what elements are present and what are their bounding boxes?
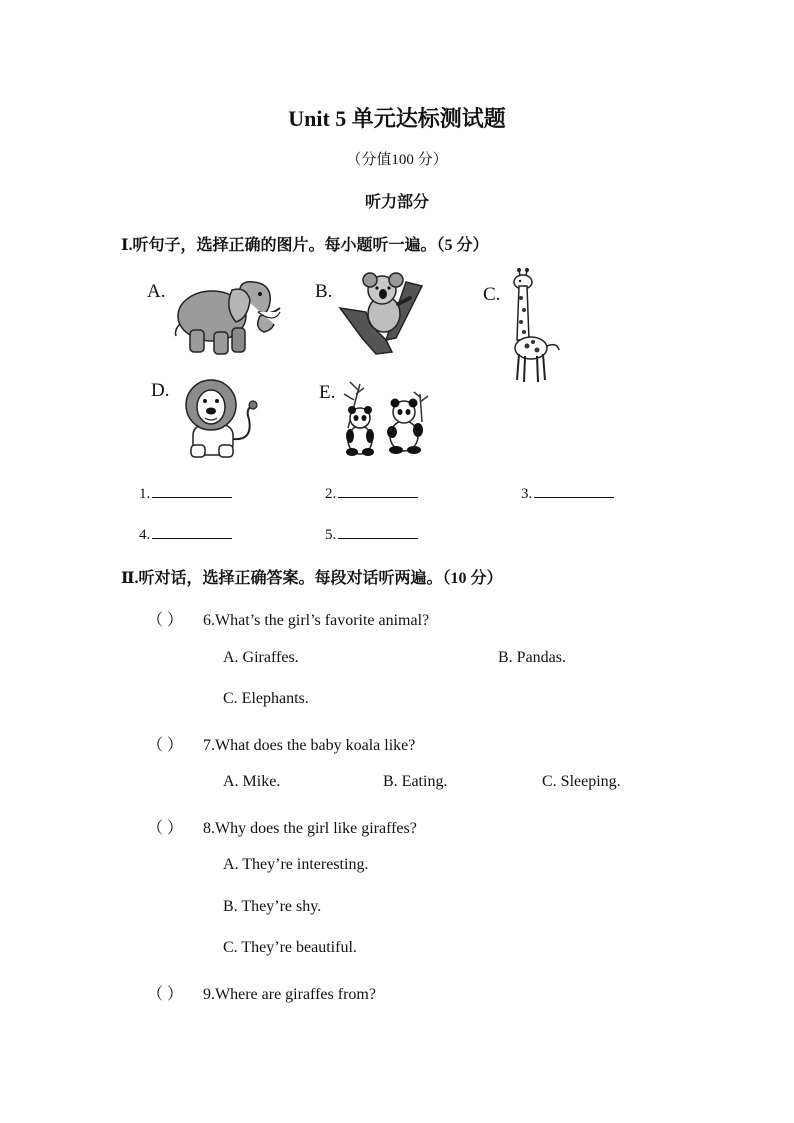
question-9 [147, 981, 376, 1004]
section-2-heading: Ⅱ.听对话，选择正确答案。每段对话听两遍。（10 分） [121, 570, 503, 587]
giraffe-icon [505, 266, 565, 386]
picture-letter-c: C. [483, 284, 501, 305]
answer-blank-1[interactable] [139, 483, 232, 503]
blank-number: 3. [521, 486, 533, 502]
answer-blank-5[interactable] [325, 524, 418, 544]
panda-icon [338, 380, 430, 460]
picture-letter-e: E. [319, 382, 336, 403]
blank-number: 5. [325, 527, 337, 543]
question-6-option-a: A. Giraffes. [223, 649, 299, 666]
question-6-option-b: B. Pandas. [498, 649, 566, 666]
question-8-option-b: B. They’re shy. [223, 898, 322, 915]
question-text: 6.What’s the girl’s favorite animal? [203, 612, 430, 629]
koala-icon [336, 268, 428, 358]
answer-blank-3[interactable] [521, 483, 614, 503]
question-7-option-a: A. Mike. [223, 773, 281, 790]
blank-number: 4. [139, 527, 151, 543]
blank-line [534, 483, 614, 498]
picture-letter-b: B. [315, 281, 333, 302]
section-1-heading: Ⅰ.听句子，选择正确的图片。每小题听一遍。（5 分） [121, 237, 489, 254]
elephant-icon [170, 272, 288, 358]
blank-number: 1. [139, 486, 151, 502]
answer-parentheses[interactable]: （ ） [147, 737, 184, 754]
picture-letter-d: D. [151, 380, 170, 401]
part-heading: 听力部分 [364, 194, 429, 211]
page-title: Unit 5 单元达标测试题 [288, 106, 506, 131]
question-text: 7.What does the baby koala like? [203, 737, 416, 754]
blank-line [338, 483, 418, 498]
answer-blank-4[interactable] [139, 524, 232, 544]
answer-blank-2[interactable] [325, 483, 418, 503]
blank-line [152, 483, 232, 498]
blank-line [338, 524, 418, 539]
question-8 [147, 815, 417, 838]
question-6 [147, 607, 429, 630]
question-text: 8.Why does the girl like giraffes? [203, 820, 417, 837]
blank-line [152, 524, 232, 539]
question-7-option-b: B. Eating. [383, 773, 448, 790]
picture-letter-a: A. [147, 281, 166, 302]
question-7 [147, 732, 415, 755]
question-text: 9.Where are giraffes from? [203, 986, 376, 1003]
answer-parentheses[interactable]: （ ） [147, 986, 184, 1003]
question-8-option-a: A. They’re interesting. [223, 856, 369, 873]
question-8-option-c: C. They’re beautiful. [223, 939, 357, 956]
lion-icon [183, 375, 259, 461]
question-6-option-c: C. Elephants. [223, 690, 309, 707]
score-note: （分值100 分） [346, 152, 448, 168]
answer-parentheses[interactable]: （ ） [147, 612, 184, 629]
blank-number: 2. [325, 486, 337, 502]
question-7-option-c: C. Sleeping. [542, 773, 621, 790]
answer-parentheses[interactable]: （ ） [147, 820, 184, 837]
